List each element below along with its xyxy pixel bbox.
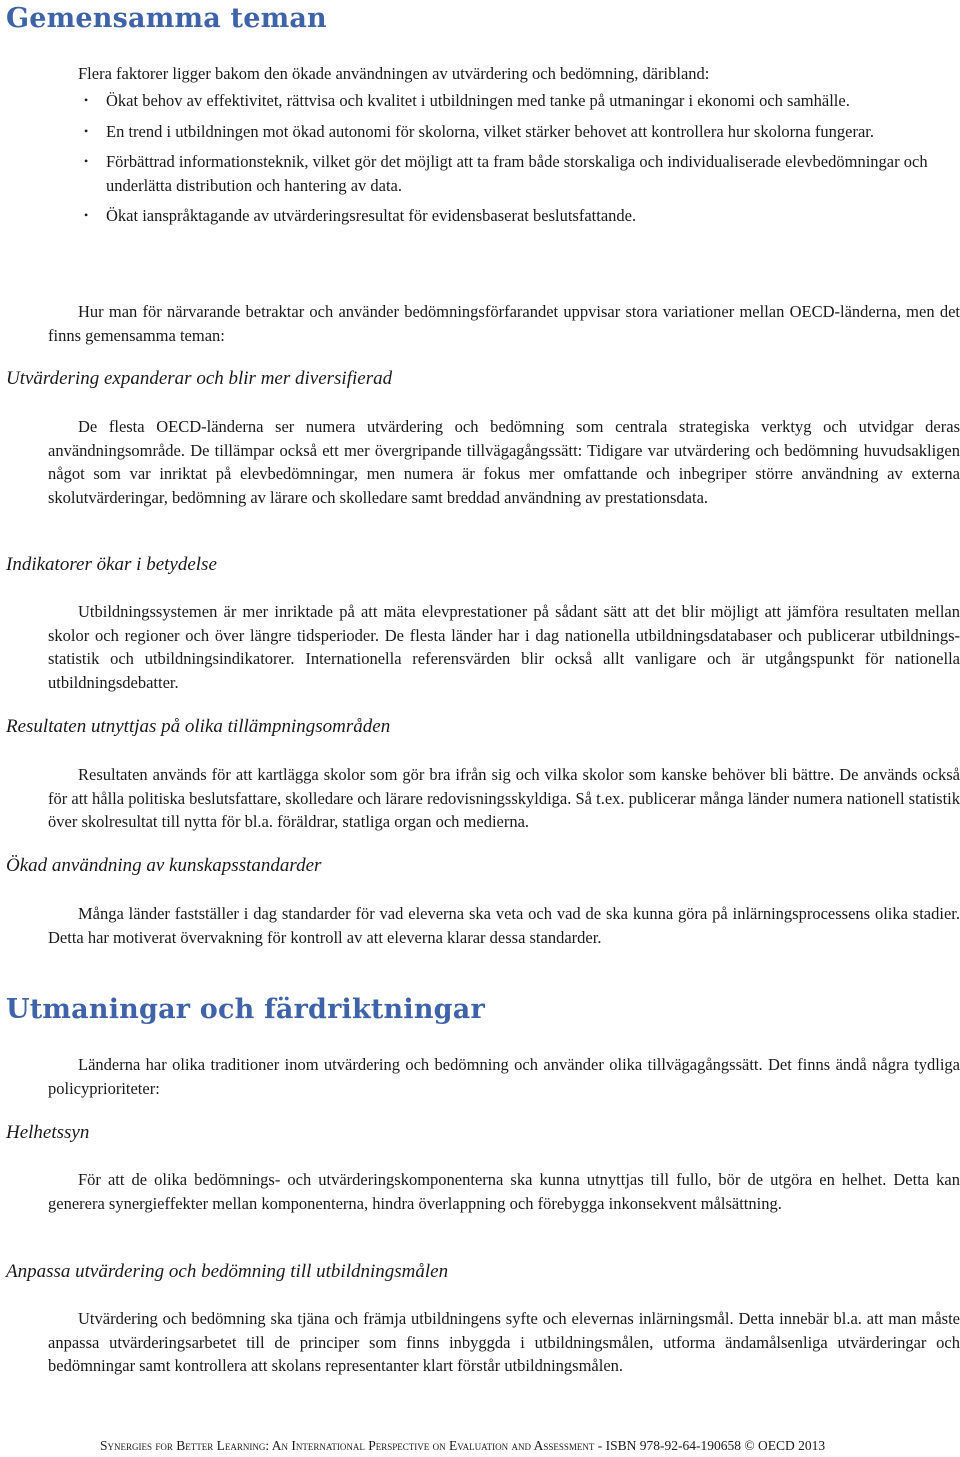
list-item-text: Förbättrad informationsteknik, vilket gör det möjligt att ta fram både storskaliga och individualiserade elevbedömningar och underlätta distribution och hantering av data. bbox=[106, 152, 928, 195]
holistic-paragraph: För att de olika bedömnings- och utvärderingskomponenterna ska kunna utnyttjas till fullo, bör de utgöra en helhet. Detta kan generera synergieffekter mellan komponenterna, hindra överlappning och förebygga inkonsekvent målsättning. bbox=[48, 1170, 960, 1213]
list-item bbox=[78, 89, 938, 113]
subheading-align-goals: Anpassa utvärdering och bedömning till utbildningsmålen bbox=[6, 1261, 449, 1282]
list-item-text: Ökat behov av effektivitet, rättvisa och kvalitet i utbildningen med tanke på utmaningar i ekonomi och samhälle. bbox=[106, 91, 850, 110]
list-item-text: En trend i utbildningen mot ökad autonomi för skolorna, vilket stärker behovet att kontrollera hur skolorna fungerar. bbox=[106, 121, 874, 141]
factor-bullet-list bbox=[78, 89, 938, 235]
bullet-icon: • bbox=[84, 154, 89, 168]
subheading-results-usage: Resultaten utnyttjas på olika tillämpningsområden bbox=[6, 716, 391, 737]
page-footer bbox=[100, 1438, 960, 1454]
subheading-standards: Ökad användning av kunskapsstandarder bbox=[6, 855, 322, 876]
evaluation-expands-paragraph: De flesta OECD-länderna ser numera utvärdering och bedömning som centrala strategiska verktyg och utvidgar deras användningsområde. De tillämpar också ett mer övergripande tillvägagångssätt: Tidigare var utvärdering och bedömning huvudsakligen något som var inriktat på elevbedömningar, men numera är fokus mer omfattande och inbegriper större användning av externa skolutvärderingar, bedömning av lärare och skolledare samt breddad användning av prestationsdata. bbox=[48, 417, 960, 507]
list-item bbox=[78, 150, 938, 197]
challenges-intro-paragraph: Länderna har olika traditioner inom utvärdering och bedömning och använder olika tillvägagångssätt. Det finns ändå några tydliga policyprioriteter: bbox=[48, 1055, 960, 1098]
standards-paragraph: Många länder fastställer i dag standarder för vad eleverna ska veta och vad de ska kunna göra på inlärningsprocessens olika stadier. Detta har motiverat övervakning för kontroll av att eleverna klarar dessa standarder. bbox=[48, 904, 960, 947]
footer-isbn: - ISBN 978-92-64-190658 © OECD 2013 bbox=[594, 1438, 826, 1453]
section-heading-common-themes: Gemensamma teman bbox=[6, 3, 327, 34]
themes-intro-paragraph: Hur man för närvarande betraktar och använder bedömningsförfarandet uppvisar stora variationer mellan OECD-länderna, men det finns gemensamma teman: bbox=[48, 302, 960, 345]
align-goals-paragraph: Utvärdering och bedömning ska tjäna och främja utbildningens syfte och elevernas inlärningsmål. Detta innebär bl.a. att man måste anpassa utvärderingsarbetet till de principer som finns inbyggda i utbildningsmålen, utforma ändamålsenliga utvärderingar och bedömningar samt kontrollera att skolans representanter klart förstår utbildningsmålen. bbox=[48, 1309, 960, 1375]
results-usage-paragraph: Resultaten används för att kartlägga skolor som gör bra ifrån sig och vilka skolor som kanske behöver bli bättre. De används också för att hålla politiska beslutsfattare, skolledare och lärare redovisningsskyldiga. Så t.ex. publicerar många länder numera nationell statistik över skolresultat till nytta för bl.a. föräldrar, statliga organ och medierna. bbox=[48, 765, 960, 831]
section-heading-challenges: Utmaningar och färdriktningar bbox=[6, 994, 485, 1025]
list-item-text: Ökat ianspråktagande av utvärderingsresultat för evidensbaserat beslutsfattande. bbox=[106, 206, 637, 225]
bullet-icon: • bbox=[84, 123, 89, 138]
bullet-icon: • bbox=[84, 208, 89, 222]
subheading-evaluation-expands: Utvärdering expanderar och blir mer diversifierad bbox=[6, 368, 393, 389]
list-item bbox=[78, 120, 938, 144]
list-item bbox=[78, 204, 938, 228]
subheading-holistic: Helhetssyn bbox=[6, 1122, 90, 1143]
bullet-icon: • bbox=[84, 93, 89, 107]
subheading-indicators: Indikatorer ökar i betydelse bbox=[6, 554, 217, 575]
indicators-paragraph: Utbildningssystemen är mer inriktade på att mäta elevprestationer på sådant sätt att det blir möjligt att jämföra resultaten mellan skolor och regioner och över längre tidsperioder. De flesta länder har i dag nationella utbildningsdatabaser och publicerar utbildnings-statistik och utbildningsindikatorer. Internationella referensvärden blir också allt vanligare och är utgångspunkt för nationella utbildningsdebatter. bbox=[48, 602, 960, 692]
footer-book-title: Synergies for Better Learning: An International Perspective on Evaluation and Assessment bbox=[100, 1438, 595, 1453]
intro-lead: Flera faktorer ligger bakom den ökade användningen av utvärdering och bedömning, däribland: bbox=[78, 64, 710, 83]
